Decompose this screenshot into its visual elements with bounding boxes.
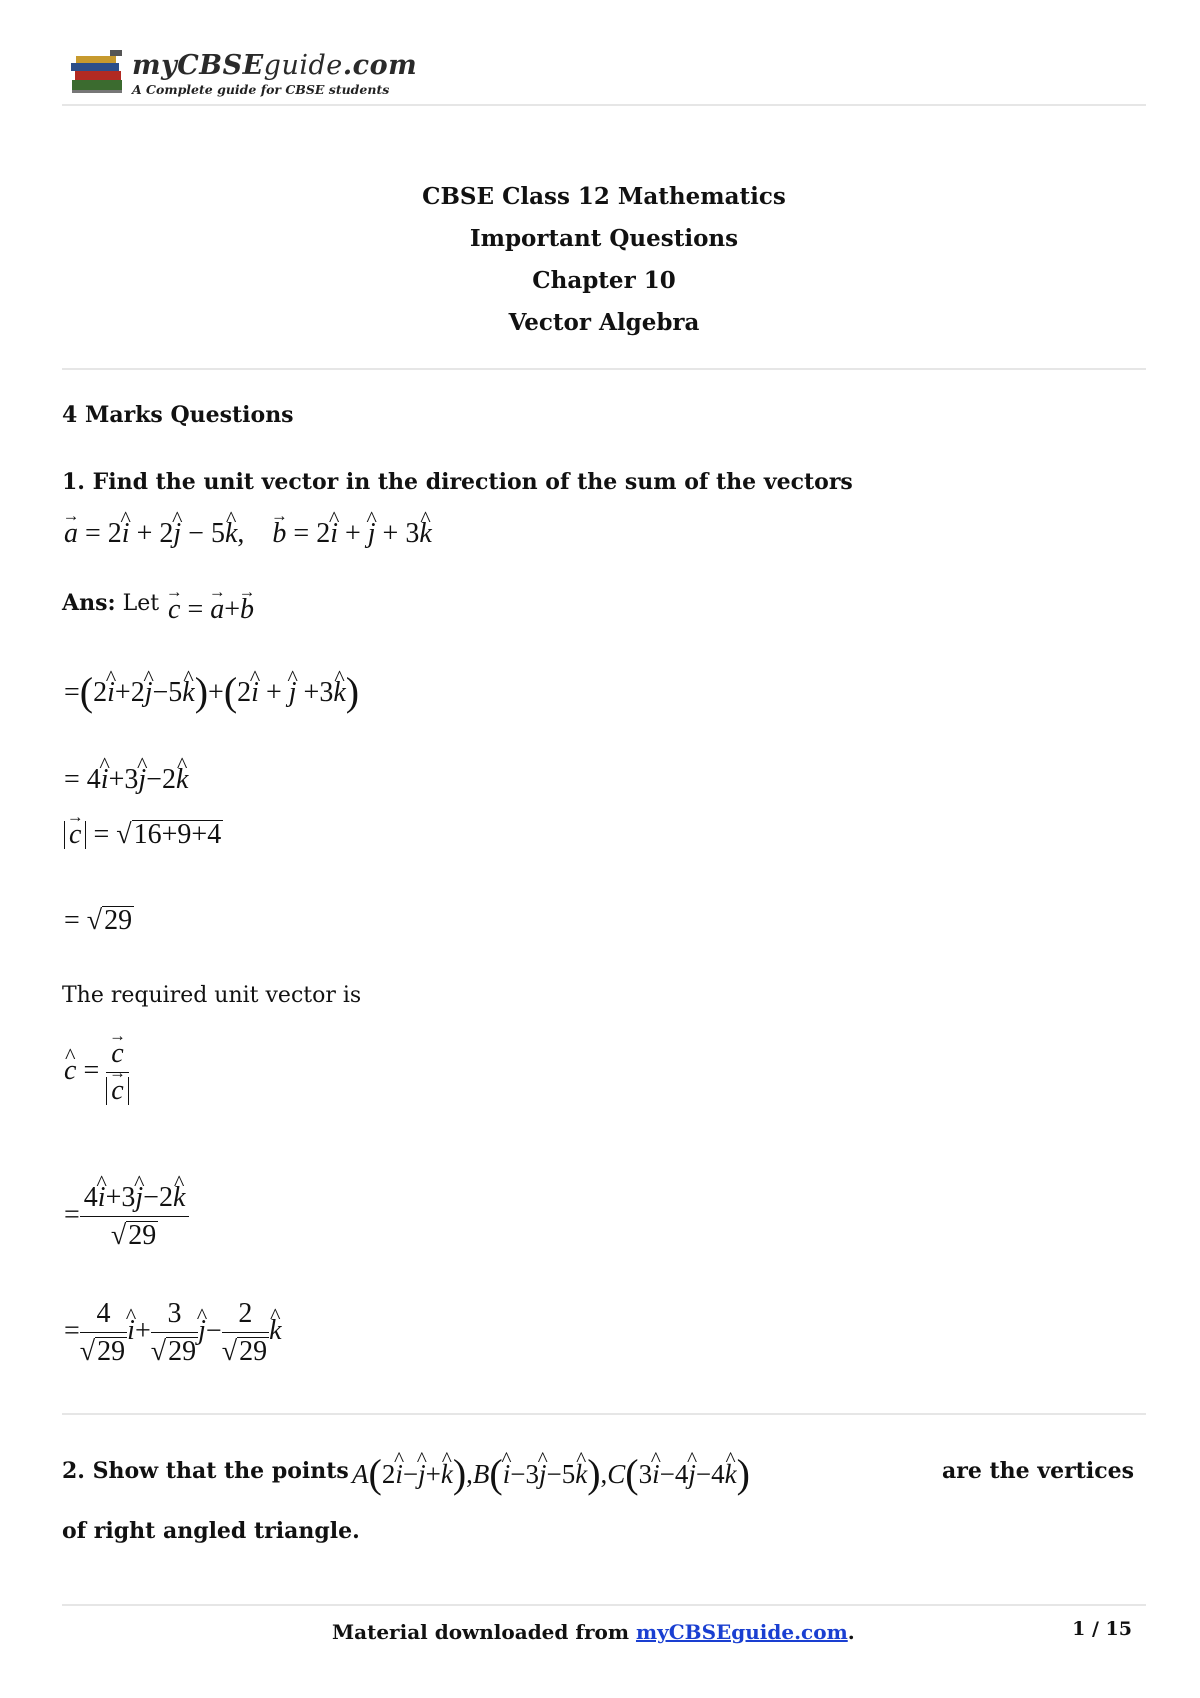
logo-subtitle: A Complete guide for CBSE students: [132, 82, 390, 97]
title-divider: [62, 368, 1146, 370]
answer-1-unit-frac: = $\frac{4\^{} i+3\^{} j-2\^{} k}{√29}$: [64, 1184, 189, 1250]
answer-1-final: = $\frac{4}{√29}$ ^ i+ $\frac{3}{√29}$ ^ j− $\frac{2}{√29}$ ^ k: [64, 1300, 282, 1366]
answer-1-required: The required unit vector is: [62, 983, 362, 1008]
answer-1-magnitude: → c = √16+9+4: [64, 820, 223, 849]
header-divider: [62, 104, 1146, 106]
books-logo-icon: [66, 50, 128, 96]
answer-1-let-eq: → c = → a+→ b: [168, 596, 254, 624]
answer-1-intro: Ans: Let: [62, 590, 160, 616]
title-line-2: Important Questions: [469, 225, 739, 252]
question-2-points: A(2^ i−^ j+^ k),B(^ i−3^ j−5^ k),C(3^ i−4^ j−4^ k): [352, 1454, 750, 1494]
page-number: 1 / 15: [1072, 1618, 1132, 1640]
document-title: [62, 176, 1146, 344]
question-1-vectors: → a = 2^ i + 2^ j − 5^ k, → b = 2^ i + ^ j + 3^ k: [64, 520, 432, 548]
footer-text: Material downloaded from myCBSEguide.com.: [332, 1620, 855, 1644]
footer-link[interactable]: myCBSEguide.com: [635, 1620, 848, 1644]
question-divider: [62, 1413, 1146, 1415]
page-footer: [62, 1608, 1146, 1648]
question-1-text: 1. Find the unit vector in the direction of the sum of the vectors: [62, 469, 853, 495]
answer-1-sqrt29: = √29: [64, 905, 133, 936]
footer-divider: [62, 1604, 1146, 1606]
logo-title: myCBSEguide.com: [132, 50, 418, 81]
answer-1-step-1: =(2^ i+2^ j−5^ k)+(2^ i + ^ j +3^ k): [64, 672, 359, 712]
question-2-intro: 2. Show that the points: [62, 1458, 349, 1484]
question-2-end: of right angled triangle.: [62, 1518, 360, 1544]
title-line-4: Vector Algebra: [508, 309, 700, 336]
section-heading: 4 Marks Questions: [62, 402, 294, 428]
answer-1-step-2: = 4^ i+3^ j−2^ k: [64, 766, 188, 794]
site-header: [62, 46, 1146, 106]
title-line-1: CBSE Class 12 Mathematics: [422, 183, 786, 210]
question-2-vertices: are the vertices: [942, 1458, 1134, 1484]
answer-1-unit-def: ^ c = → c → c: [64, 1040, 129, 1105]
title-line-3: Chapter 10: [532, 267, 676, 294]
